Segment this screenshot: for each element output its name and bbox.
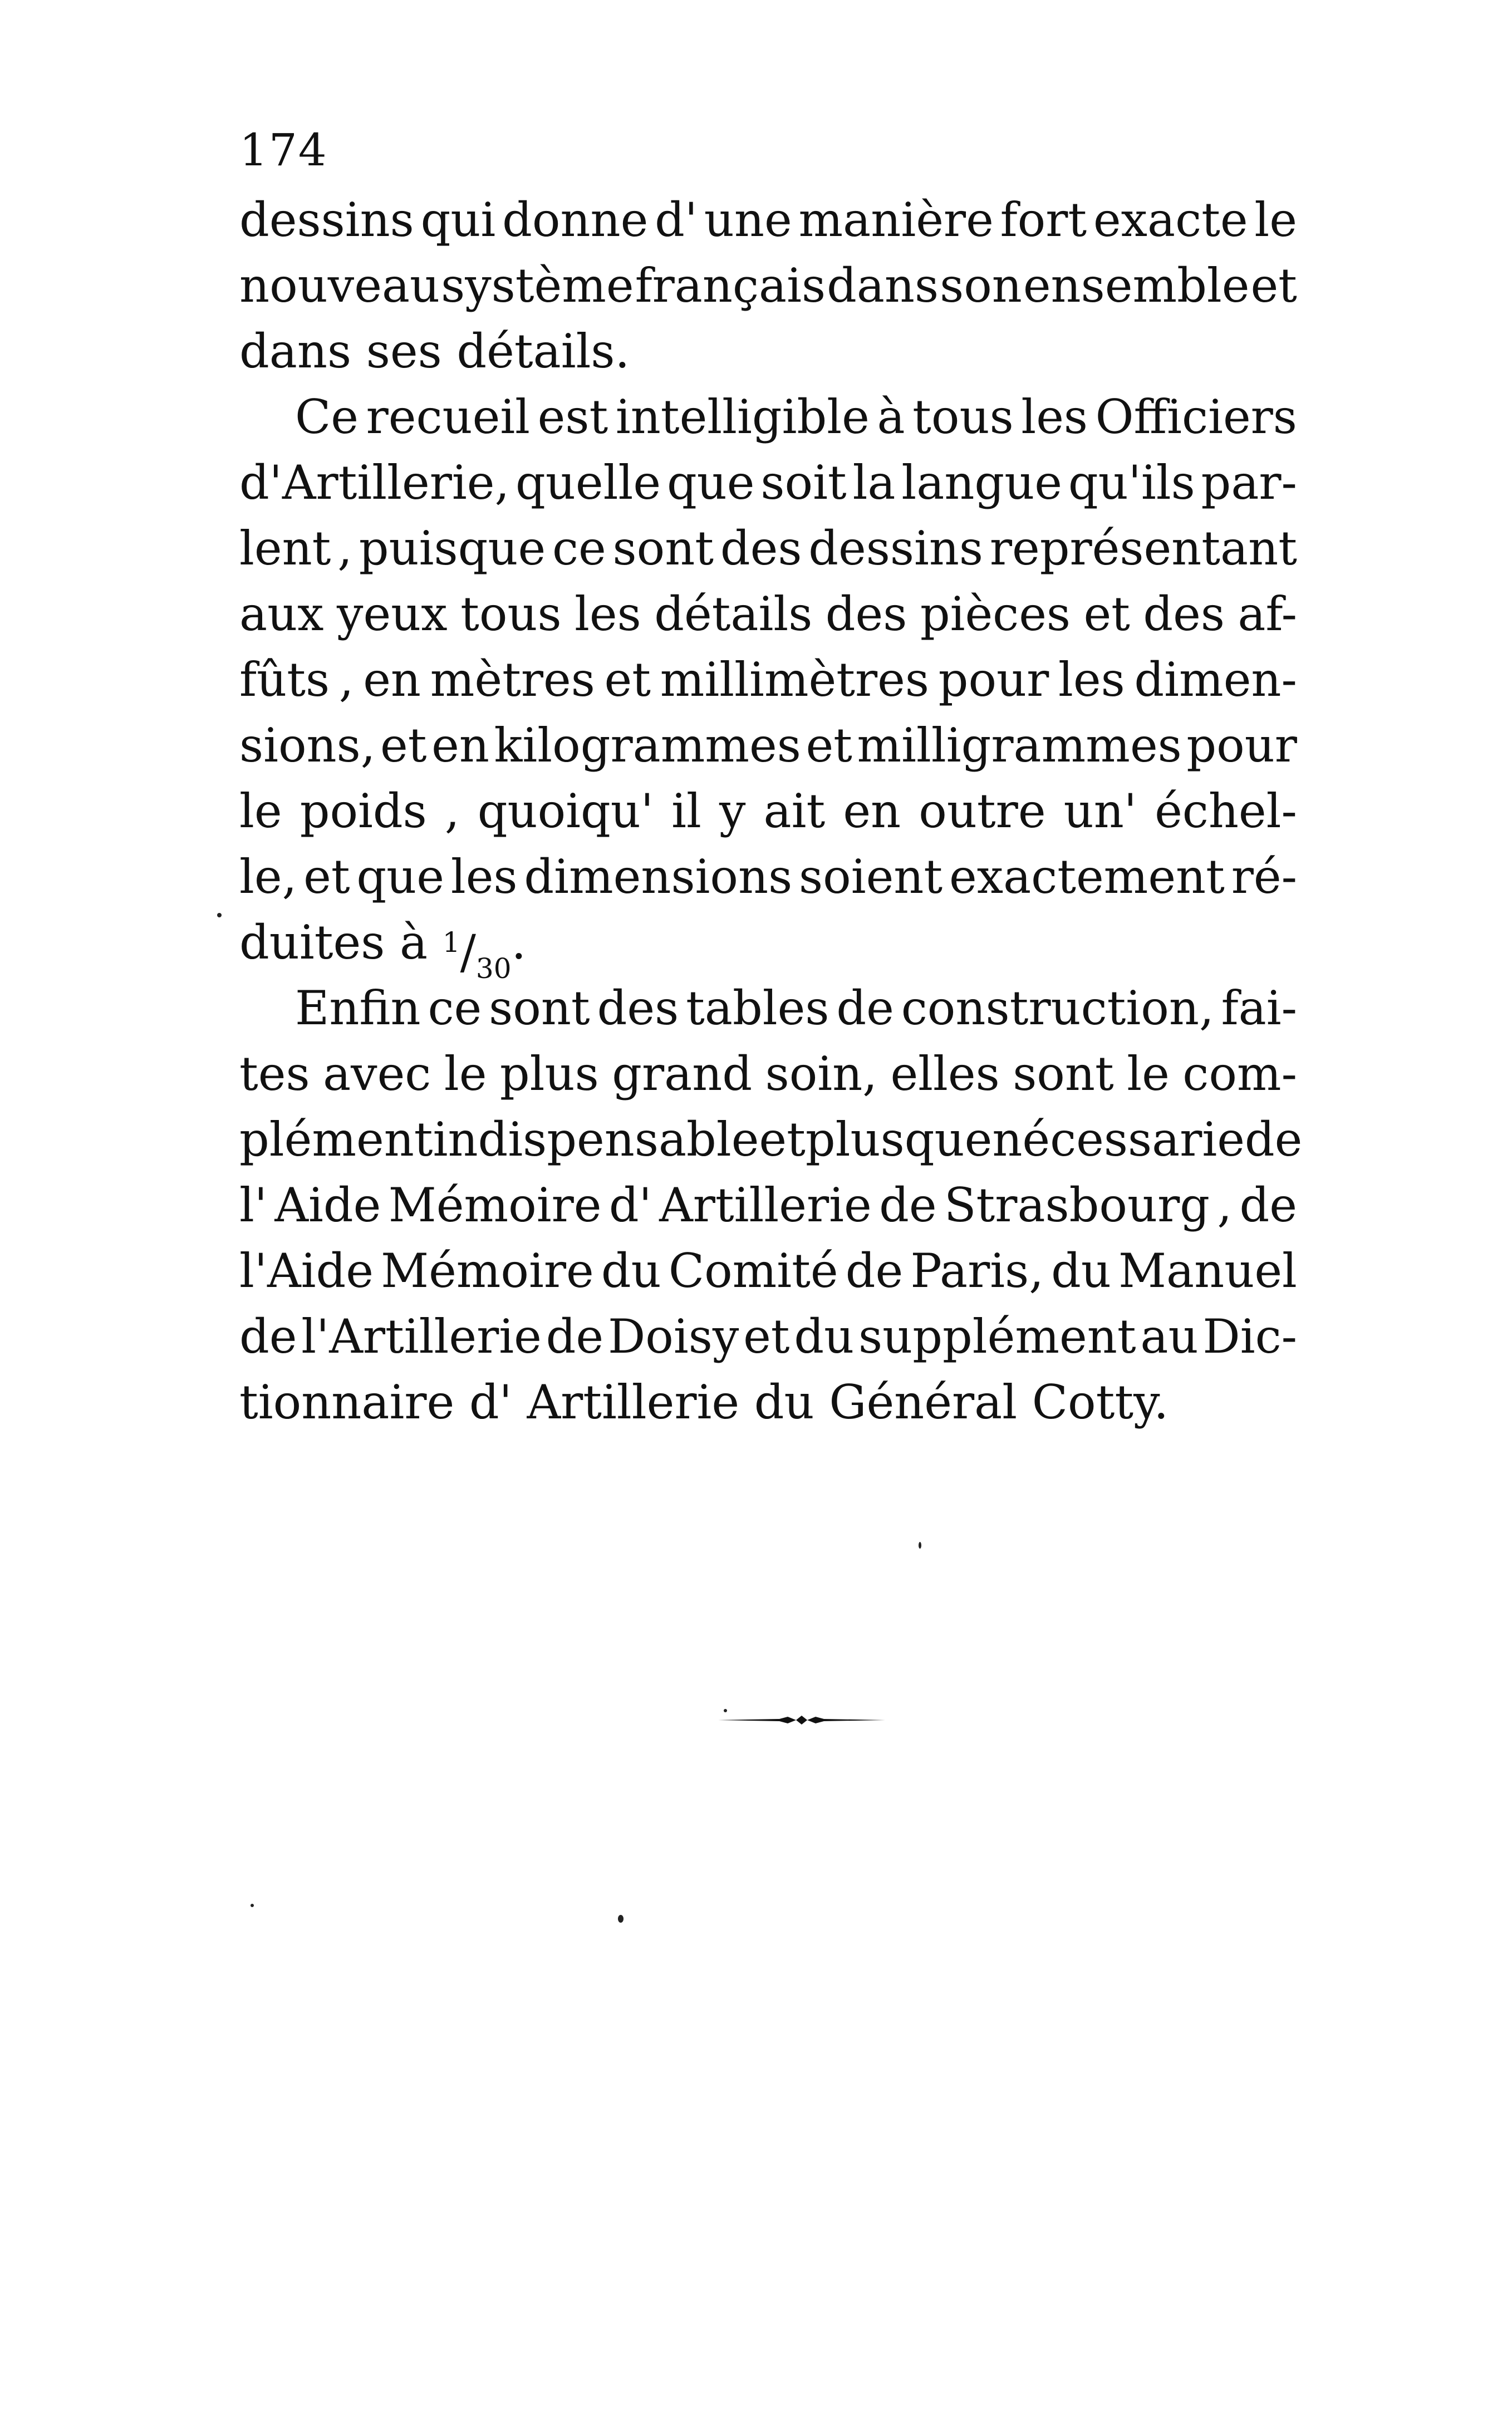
text-line (239, 647, 1297, 713)
text-line (239, 318, 1297, 384)
line-text (239, 187, 1297, 253)
word: outre (919, 784, 1046, 838)
line-text (295, 384, 1297, 450)
text-line (239, 253, 1297, 318)
line-text: tionnaire d' Artillerie du Général Cotty. (239, 1375, 1169, 1429)
text-line (239, 1041, 1297, 1107)
text-line (239, 844, 1297, 910)
word: ce (552, 521, 606, 576)
line-text (239, 515, 1297, 581)
word: en (431, 718, 489, 773)
text-line (239, 1304, 1297, 1369)
word: des (1143, 587, 1225, 641)
word: l' (239, 1178, 267, 1232)
line-text (239, 253, 1297, 318)
line-text (239, 1238, 1297, 1304)
word: et (303, 849, 350, 904)
word: Aide (274, 1178, 381, 1232)
word: en (363, 652, 421, 707)
scan-speck (217, 913, 222, 917)
word: sont (612, 521, 714, 576)
word: des (825, 587, 907, 641)
word: le (444, 1047, 487, 1101)
word: et (1083, 587, 1130, 641)
word: il (671, 784, 701, 838)
word: indispensable (433, 1112, 759, 1167)
word: plément (239, 1112, 433, 1167)
word: Officiers (1095, 390, 1297, 444)
word: les (1058, 652, 1125, 707)
word: et (604, 652, 651, 707)
word: Dic- (1202, 1309, 1297, 1364)
word: de (845, 1244, 904, 1298)
word: Doisy (607, 1309, 739, 1364)
word: Comité (668, 1244, 838, 1298)
word: Mémoire (388, 1178, 602, 1232)
word: l'Aide (239, 1244, 374, 1298)
word: soin, (765, 1047, 877, 1101)
word: dimen- (1134, 652, 1297, 707)
word: dimensions (524, 849, 793, 904)
word: pour (1186, 718, 1297, 773)
word: puisque (359, 521, 546, 576)
word: la (852, 455, 896, 510)
word: tous (912, 390, 1014, 444)
word: manière (798, 193, 994, 247)
scan-speck (251, 1904, 254, 1907)
word: en (843, 784, 901, 838)
word: tous (460, 587, 562, 641)
word: tables (686, 981, 829, 1035)
word: qui (420, 193, 496, 247)
word: com- (1182, 1047, 1297, 1101)
word: d' (608, 1178, 652, 1232)
word: est (537, 390, 608, 444)
word: elles (890, 1047, 1000, 1101)
text-line (239, 910, 1297, 985)
word: Artillerie (659, 1178, 872, 1232)
word: supplément (858, 1309, 1136, 1364)
page-number: 174 (239, 124, 328, 176)
word: et (743, 1309, 790, 1364)
word: , (337, 521, 352, 576)
text-line (239, 384, 1297, 450)
word: de (546, 1309, 604, 1364)
word: qu'ils (1068, 455, 1195, 510)
text-line (239, 1172, 1297, 1238)
word: Mémoire (381, 1244, 594, 1298)
word: mètres (430, 652, 595, 707)
text-line (239, 713, 1297, 778)
word: fûts (239, 652, 330, 707)
line-text (239, 778, 1297, 844)
word: le (1254, 193, 1297, 247)
word: kilogrammes (494, 718, 801, 773)
word: système (441, 258, 634, 313)
word: le (1127, 1047, 1170, 1101)
word: Enfin (295, 981, 421, 1035)
line-text (239, 1304, 1297, 1369)
line-text (295, 975, 1297, 1041)
word: soit (760, 455, 847, 510)
text-line (239, 450, 1297, 515)
word: dessins (239, 193, 414, 247)
word: , (338, 652, 354, 707)
ornament-divider-icon (718, 1713, 885, 1727)
word: fort (1000, 193, 1087, 247)
line-text: dans ses détails. (239, 324, 630, 379)
word: lent (239, 521, 331, 576)
word: pour (938, 652, 1049, 707)
line-text (239, 1172, 1297, 1238)
word: que (904, 1112, 993, 1167)
word: pièces (920, 587, 1071, 641)
word: Paris, (910, 1244, 1044, 1298)
word: ensemble (1023, 258, 1250, 313)
word: dans (827, 258, 939, 313)
word: une (704, 193, 792, 247)
word: tes (239, 1047, 310, 1101)
word: et (380, 718, 427, 773)
word: quoiqu' (477, 784, 654, 838)
line-text (239, 647, 1297, 713)
text-line (239, 1238, 1297, 1304)
word: à (877, 390, 905, 444)
word: du (601, 1244, 661, 1298)
word: que (666, 455, 755, 510)
word: ré- (1231, 849, 1297, 904)
word: par- (1201, 455, 1297, 510)
word: d'Artillerie, (239, 455, 510, 510)
word: les (575, 587, 641, 641)
word: poids (300, 784, 427, 838)
word: soient (799, 849, 943, 904)
word: donne (502, 193, 649, 247)
text-line (239, 975, 1297, 1041)
word: y (719, 784, 746, 838)
word: que (356, 849, 444, 904)
word: grand (612, 1047, 753, 1101)
word: sont (1013, 1047, 1114, 1101)
word: un' (1063, 784, 1137, 838)
line-text (239, 1041, 1297, 1107)
word: Manuel (1118, 1244, 1297, 1298)
word: yeux (337, 587, 448, 641)
word: dessins (808, 521, 984, 576)
fraction-denominator: 30 (475, 952, 512, 985)
word: af- (1238, 587, 1297, 641)
word: au (1140, 1309, 1199, 1364)
line-text (239, 581, 1297, 647)
word: exactement (949, 849, 1225, 904)
word: nécessarie (992, 1112, 1245, 1167)
word: plus (805, 1112, 905, 1167)
word: sont (489, 981, 590, 1035)
word: avec (323, 1047, 431, 1101)
word: exacte (1093, 193, 1248, 247)
word: le (239, 784, 282, 838)
text-line (239, 515, 1297, 581)
word: du (1051, 1244, 1111, 1298)
word: de (836, 981, 894, 1035)
word: intelligible (615, 390, 870, 444)
scan-speck (724, 1709, 727, 1712)
word: millimètres (660, 652, 929, 707)
word: de (1244, 1112, 1303, 1167)
line-text (239, 1107, 1303, 1172)
word: des (720, 521, 802, 576)
word: du (794, 1309, 855, 1364)
scan-speck (618, 1915, 624, 1923)
fraction: $^1/_{30}$ (442, 925, 512, 985)
word: de (1239, 1178, 1297, 1232)
text-line (239, 778, 1297, 844)
word: et (759, 1112, 806, 1167)
text-line (239, 187, 1297, 253)
word: échel- (1155, 784, 1297, 838)
word: recueil (366, 390, 531, 444)
word: plus (499, 1047, 599, 1101)
line-text (239, 844, 1297, 910)
word: , (444, 784, 460, 838)
scan-speck (919, 1542, 921, 1549)
body-text (239, 187, 1303, 1435)
word: ce (428, 981, 482, 1035)
word: détails (654, 587, 813, 641)
word: les (450, 849, 518, 904)
word: le, (239, 849, 297, 904)
word: et (1250, 258, 1297, 313)
line-text: duites à (239, 915, 443, 970)
word: ait (763, 784, 826, 838)
line-text (239, 713, 1297, 778)
word: fai- (1221, 981, 1297, 1035)
word: les (1021, 390, 1088, 444)
text-line (239, 581, 1297, 647)
word: sions, (239, 718, 376, 773)
word: quelle (516, 455, 661, 510)
word: de (239, 1309, 297, 1364)
fraction-numerator: 1 (442, 926, 460, 959)
word: Strasbourg (944, 1178, 1210, 1232)
text-line (239, 1369, 1297, 1435)
word: et (806, 718, 852, 773)
word: représentant (989, 521, 1297, 576)
line-text (239, 450, 1297, 515)
word: aux (239, 587, 324, 641)
word: construction, (901, 981, 1214, 1035)
line-text: . (511, 915, 527, 970)
word: d' (655, 193, 698, 247)
word: nouveau (239, 258, 440, 313)
word: français (635, 258, 826, 313)
word: , (1217, 1178, 1233, 1232)
word: son (940, 258, 1022, 313)
word: Ce (295, 390, 359, 444)
word: des (597, 981, 679, 1035)
word: l'Artillerie (301, 1309, 542, 1364)
word: langue (901, 455, 1063, 510)
word: de (879, 1178, 937, 1232)
text-line (239, 1107, 1303, 1172)
word: milligrammes (857, 718, 1182, 773)
